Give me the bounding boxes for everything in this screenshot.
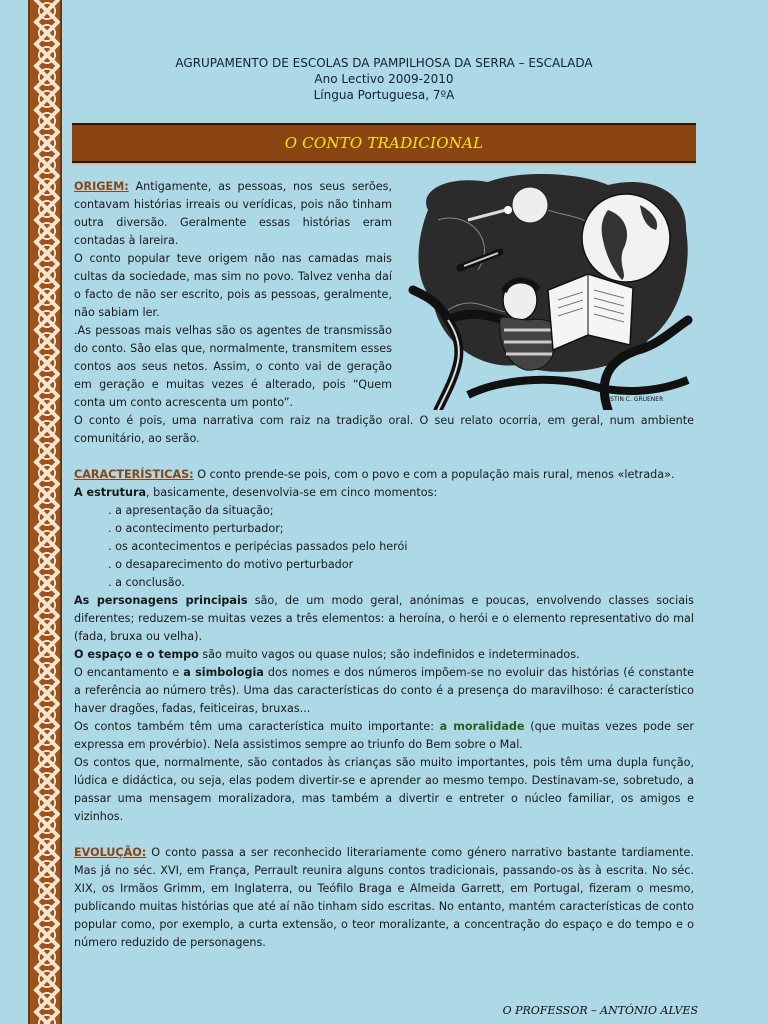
simbologia-term: a simbologia: [183, 666, 264, 679]
list-item: . o acontecimento perturbador;: [108, 522, 284, 535]
estrutura-list: [74, 502, 694, 592]
origem-paragraph-4: O conto é pois, uma narrativa com raiz na tradição oral. O seu relato ocorria, em geral, num ambiente comunitário, ao serão.: [74, 414, 694, 445]
moralidade-text: (que muitas vezes pode ser expressa em provérbio). Nela assistimos sempre ao triunfo do Bem sobre o Mal.: [74, 720, 695, 751]
funcao-paragraph: Os contos que, normalmente, são contados às crianças são muito importantes, pois têm uma dupla função, lúdica e didáctica, ou seja, elas podem divertir-se e aprender ao mesmo tempo. Destinavam-se, sobretudo, a passar uma mensagem moralizadora, mas também a divertir e entreter o núcleo familiar, os amigos e vizinhos.: [74, 756, 694, 823]
title-banner: [72, 123, 696, 163]
author-signature: O PROFESSOR – ANTÓNIO ALVES: [502, 1004, 698, 1017]
document-header: [72, 55, 696, 103]
estrutura-text: , basicamente, desenvolvia-se em cinco momentos:: [146, 486, 438, 499]
caracteristicas-label: CARACTERÍSTICAS:: [74, 468, 194, 481]
origem-paragraph-3: .As pessoas mais velhas são os agentes de transmissão do conto. São elas que, normalmente, transmitem esses contos aos seus netos. Assim, o conto vai de geração em geração e muitas vezes é alterado, pois “Quem conta um conto acrescenta um ponto”.: [74, 324, 392, 409]
moralidade-intro: Os contos também têm uma característica muito importante:: [74, 720, 440, 733]
page-title: O CONTO TRADICIONAL: [284, 134, 484, 152]
caracteristicas-section: [74, 466, 694, 826]
subject-class: Língua Portuguesa, 7ºA: [313, 88, 455, 102]
decorative-celtic-border: [28, 0, 62, 1024]
list-item: . o desaparecimento do motivo perturbador: [108, 558, 354, 571]
evolucao-label: EVOLUÇÃO:: [74, 846, 147, 859]
caracteristicas-intro: O conto prende-se pois, com o povo e com a população mais rural, menos «letrada».: [193, 468, 675, 481]
illustration-signature: JUSTIN C. GRUENER: [604, 396, 664, 403]
origem-paragraph-2: O conto popular teve origem não nas camadas mais cultas da sociedade, mas sim no povo. Talvez venha daí o facto de não ser escrito, pois as pessoas, geralmente, não sabiam ler.: [74, 252, 392, 319]
espaco-tempo-text: são muito vagos ou quase nulos; são indefinidos e indeterminados.: [198, 648, 580, 661]
origem-section: [74, 178, 392, 412]
origem-paragraph-1: Antigamente, as pessoas, nos seus serões, contavam histórias irreais ou verídicas, pois não tinham outra diversão. Geralmente essas histórias eram contadas à lareira.: [74, 180, 392, 247]
personagens-term: As personagens principais: [74, 594, 248, 607]
list-item: . a conclusão.: [108, 576, 185, 589]
school-name: AGRUPAMENTO DE ESCOLAS DA PAMPILHOSA DA SERRA – ESCALADA: [175, 56, 593, 70]
simbologia-text: dos nomes e dos números impõem-se no evoluir das histórias (é constante a referência ao número três). Uma das características do conto é a presença do maravilhoso: é característico haver dragões, fadas, feiticeiras, bruxas...: [74, 666, 694, 715]
moralidade-term: a moralidade: [439, 720, 525, 733]
simbologia-intro: O encantamento e: [74, 666, 184, 679]
document-body: [74, 178, 694, 952]
list-item: . a apresentação da situação;: [108, 504, 274, 517]
evolucao-section: [74, 844, 694, 952]
school-year: Ano Lectivo 2009-2010: [314, 72, 454, 86]
estrutura-term: A estrutura: [74, 486, 147, 499]
origem-label: ORIGEM:: [74, 180, 129, 193]
evolucao-text: O conto passa a ser reconhecido literariamente como género narrativo bastante tardiamente. Mas já no séc. XVI, em França, Perrault reunira alguns contos tradicionais, passando-os às à escrita. No séc. XIX, os Irmãos Grimm, em Inglaterra, ou Teófilo Braga e Almeida Garrett, em Portugal, fizeram o mesmo, publicando muitas histórias que até aí não tinham sido escritas. No entanto, mantém características de conto popular como, por exemplo, a curta extensão, o teor moralizante, a concentração do espaço e do tempo e o número reduzido de personagens.: [74, 846, 694, 949]
espaco-tempo-term: O espaço e o tempo: [74, 648, 199, 661]
personagens-text: são, de um modo geral, anónimas e poucas, envolvendo classes sociais diferentes; reduzem-se muitas vezes a três elementos: a heroína, o herói e o elemento representativo do mal (fada, bruxa ou velha).: [74, 594, 694, 643]
list-item: . os acontecimentos e peripécias passados pelo herói: [108, 540, 408, 553]
